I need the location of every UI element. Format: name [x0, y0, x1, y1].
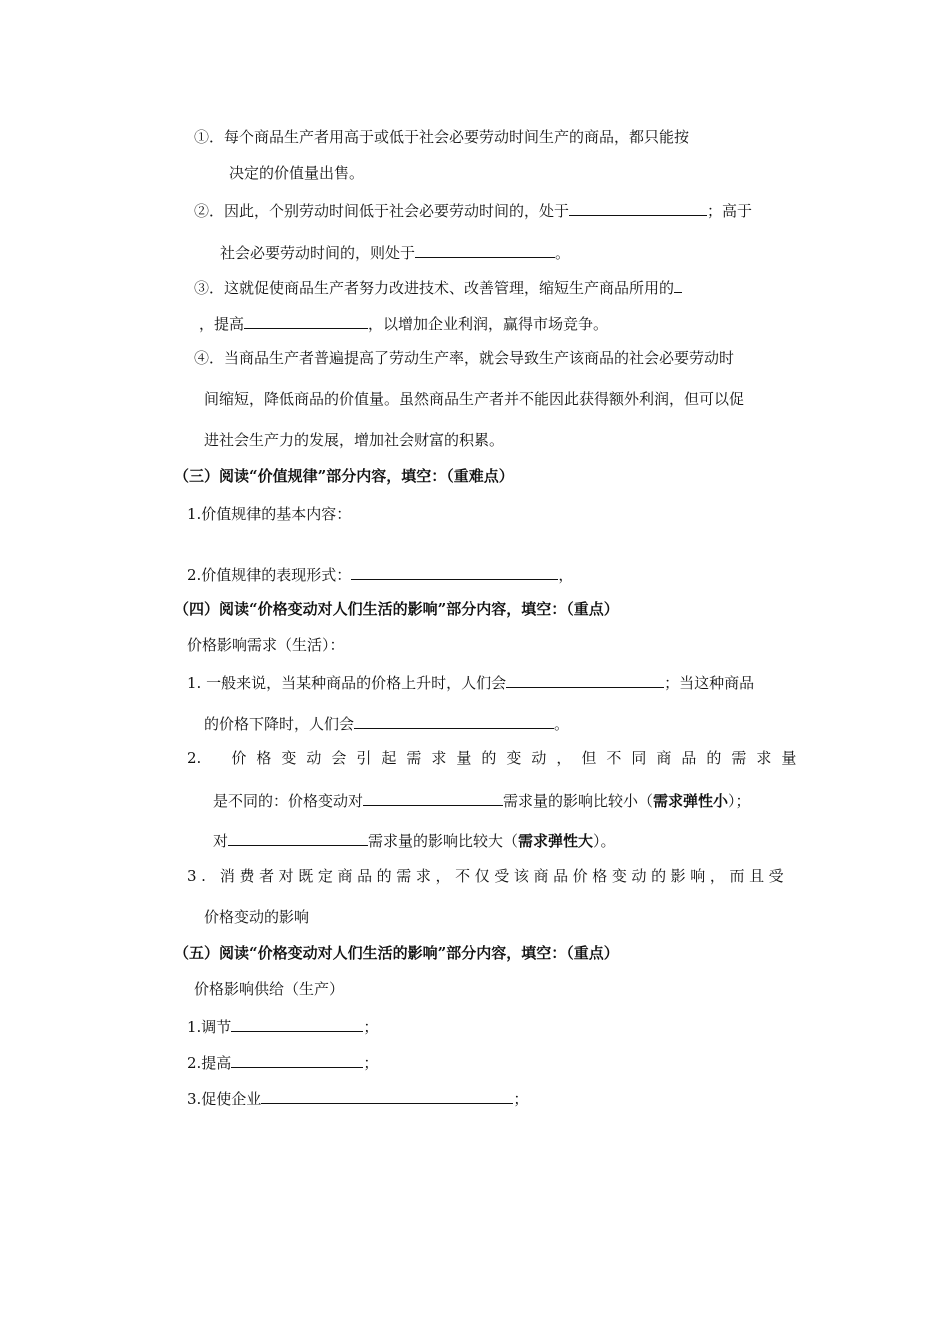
point-1-line-2: [229, 163, 364, 183]
sec5-item-1-end: ；: [363, 1018, 379, 1036]
sec4-item-1-line-1: [187, 671, 754, 693]
sec4-item-2-mid2: 需求量的影响比较大（: [368, 832, 519, 850]
sec5-item-1: [187, 1015, 378, 1037]
sec4-item-2-end: ）；: [728, 792, 751, 810]
fill-blank[interactable]: [261, 1087, 513, 1104]
fill-blank[interactable]: [244, 312, 368, 329]
point-4-line-1: [194, 348, 734, 368]
sec4-item-2-mid: 需求量的影响比较小（: [503, 792, 654, 810]
point-2-text-end: ；高于: [707, 202, 753, 220]
point-1-text-cont: 决定的价值量出售。: [229, 164, 365, 182]
sec4-item-2-line-1: [187, 748, 806, 768]
point-4-text: ④．当商品生产者普遍提高了劳动生产率，就会导致生产该商品的社会必要劳动时: [194, 349, 735, 367]
sec5-item-2-text: 2.提高: [187, 1054, 232, 1072]
sec5-subheading: 价格影响供给（生产）: [194, 980, 345, 998]
point-2-line-2: [220, 241, 570, 263]
sec5-item-2: [187, 1051, 378, 1073]
sec5-item-3-end: ；: [513, 1090, 529, 1108]
point-3-text: ③．这就促使商品生产者努力改进技术、改善管理，缩短生产商品所用的: [194, 279, 675, 297]
sec3-item-2-text: 2.价值规律的表现形式：: [187, 566, 352, 584]
point-2-text-end2: 。: [555, 244, 571, 262]
sec4-subheading: 价格影响需求（生活）：: [187, 636, 345, 654]
fill-blank[interactable]: [569, 199, 707, 216]
fill-blank[interactable]: [231, 1051, 363, 1068]
sec4-item-2-cont2: 对: [213, 832, 229, 850]
sec3-item-2: [187, 563, 573, 585]
sec4-item-2-line-3: [213, 829, 616, 851]
sec4-item-2-num: 2.: [187, 749, 202, 767]
fill-blank[interactable]: [228, 829, 368, 846]
point-3-text-cont: ，提高: [199, 315, 245, 333]
point-4-line-3: [204, 430, 504, 450]
sec4-item-1-end: ；当这种商品: [664, 674, 755, 692]
section-5-heading: （五）阅读“价格变动对人们生活的影响”部分内容，填空：（重点）: [174, 944, 619, 962]
fill-blank[interactable]: [351, 563, 558, 580]
sec4-item-2-text: 价格变动会引起需求量的变动，但不同商品的需求量: [231, 749, 807, 767]
sec4-item-1-cont: 的价格下降时，人们会: [204, 715, 355, 733]
sec4-item-3-line-1: 3. 消费者对既定商品的需求，不仅受该商品价格变动的影响，而且受: [187, 867, 789, 885]
point-2-text-cont: 社会必要劳动时间的，则处于: [220, 244, 416, 262]
section-3-heading: （三）阅读“价值规律”部分内容，填空：（重难点）: [174, 467, 514, 485]
point-2-line-1: [194, 199, 752, 221]
point-2-text: ②．因此，个别劳动时间低于社会必要劳动时间的，处于: [194, 202, 570, 220]
point-3-line-2: [199, 312, 608, 334]
sec5-item-1-text: 1.调节: [187, 1018, 232, 1036]
sec4-item-1-end2: 。: [554, 715, 570, 733]
sec5-item-3: [187, 1087, 528, 1109]
sec4-item-2-cont: 是不同的：价格变动对: [213, 792, 364, 810]
point-4-text-cont: 间缩短，降低商品的价值量。虽然商品生产者并不能因此获得额外利润，但可以促: [204, 390, 745, 408]
fill-blank[interactable]: [674, 276, 682, 293]
sec3-item-2-end: ，: [558, 566, 574, 584]
sec4-item-2-end2: ）。: [593, 832, 616, 850]
sec4-item-3-line-2: 价格变动的影响: [204, 908, 310, 926]
point-4-text-cont2: 进社会生产力的发展，增加社会财富的积累。: [204, 431, 505, 449]
point-1-text: ①．每个商品生产者用高于或低于社会必要劳动时间生产的商品，都只能按: [194, 128, 690, 146]
sec4-item-1-text: 1. 一般来说，当某种商品的价格上升时，人们会: [187, 674, 507, 692]
sec5-item-2-end: ；: [363, 1054, 379, 1072]
point-3-line-1: [194, 276, 682, 298]
point-3-text-end: ，以增加企业利润，赢得市场竞争。: [368, 315, 609, 333]
sec4-item-2-bold: 需求弹性小: [653, 792, 729, 810]
sec5-item-3-text: 3.促使企业: [187, 1090, 262, 1108]
section-4-heading: （四）阅读“价格变动对人们生活的影响”部分内容，填空：（重点）: [174, 600, 619, 618]
fill-blank[interactable]: [231, 1015, 363, 1032]
point-1-line-1: [194, 127, 689, 147]
sec3-item-1: 1.价值规律的基本内容：: [187, 505, 352, 523]
fill-blank[interactable]: [506, 671, 664, 688]
fill-blank[interactable]: [363, 789, 503, 806]
fill-blank[interactable]: [415, 241, 555, 258]
fill-blank[interactable]: [354, 712, 554, 729]
point-4-line-2: [204, 389, 744, 409]
sec4-item-2-line-2: [213, 789, 751, 811]
sec4-item-2-bold2: 需求弹性大: [518, 832, 594, 850]
sec4-item-1-line-2: [204, 712, 569, 734]
